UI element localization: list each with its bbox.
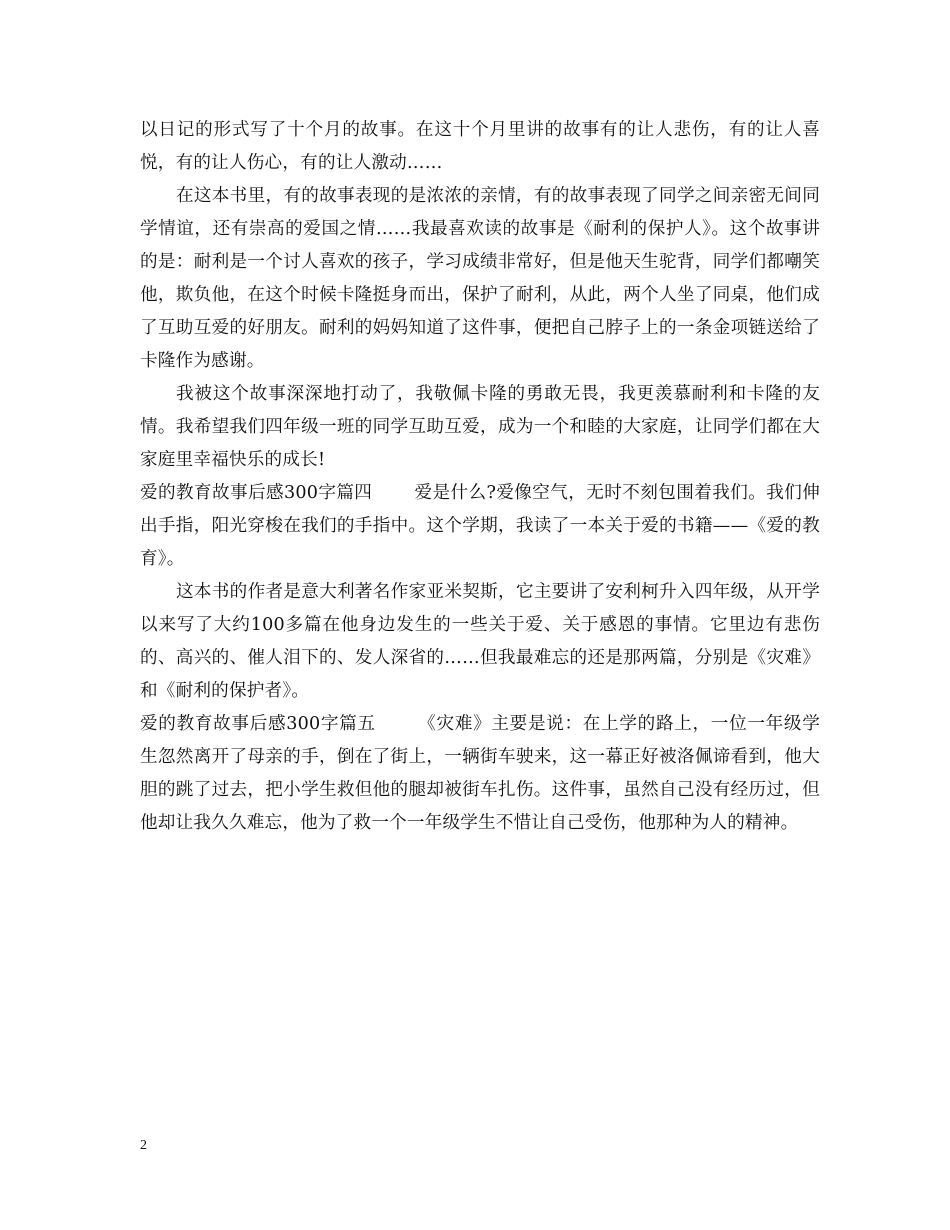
section-heading-5: 爱的教育故事后感300字篇五	[140, 714, 376, 734]
section-heading-4: 爱的教育故事后感300字篇四	[140, 483, 373, 503]
paragraph-1: 以日记的形式写了十个月的故事。在这十个月里讲的故事有的让人悲伤，有的让人喜悦，有的让人伤心，有的让人激动……	[140, 120, 820, 173]
paragraph-6	[140, 708, 820, 840]
paragraph-2: 在这本书里，有的故事表现的是浓浓的亲情，有的故事表现了同学之间亲密无间同学情谊，还有崇高的爱国之情……我最喜欢读的故事是《耐利的保护人》。这个故事讲的是：耐利是一个讨人喜欢的孩子，学习成绩非常好，但是他天生驼背，同学们都嘲笑他，欺负他，在这个时候卡隆挺身而出，保护了耐利，从此，两个人坐了同桌，他们成了互助互爱的好朋友。耐利的妈妈知道了这件事，便把自己脖子上的一条金项链送给了卡隆作为感谢。	[140, 186, 820, 371]
paragraph-5: 这本书的作者是意大利著名作家亚米契斯，它主要讲了安利柯升入四年级，从开学以来写了大约100多篇在他身边发生的一些关于爱、关于感恩的事情。它里边有悲伤的、高兴的、催人泪下的、发人深省的……但我最难忘的还是那两篇，分别是《灾难》和《耐利的保护者》。	[140, 582, 820, 701]
document-body	[140, 114, 820, 840]
paragraph-3: 我被这个故事深深地打动了，我敬佩卡隆的勇敢无畏，我更羡慕耐利和卡隆的友情。我希望我们四年级一班的同学互助互爱，成为一个和睦的大家庭，让同学们都在大家庭里幸福快乐的成长!	[140, 384, 820, 470]
page-number: 2	[140, 1138, 147, 1153]
paragraph-4	[140, 477, 820, 576]
paragraph-4-text: 爱是什么?爱像空气，无时不刻包围着我们。我们伸出手指，阳光穿梭在我们的手指中。这个学期，我读了一本关于爱的书籍——《爱的教育》。	[140, 483, 820, 569]
paragraph-6-text: 《灾难》主要是说：在上学的路上，一位一年级学生忽然离开了母亲的手，倒在了街上，一辆街车驶来，这一幕正好被洛佩谛看到，他大胆的跳了过去，把小学生救但他的腿却被街车扎伤。这件事，虽然自己没有经历过，但他却让我久久难忘，他为了救一个一年级学生不惜让自己受伤，他那种为人的精神。	[140, 714, 820, 833]
